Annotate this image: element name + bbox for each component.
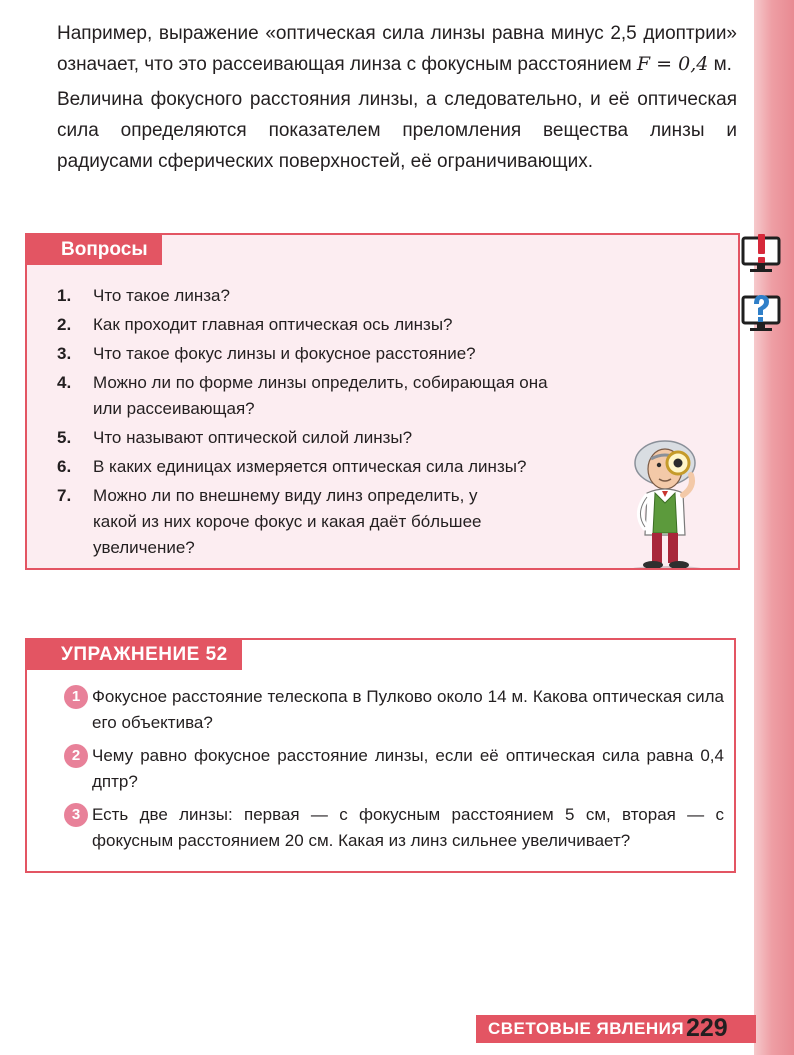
paragraph-text: Например, выражение «оптическая сила линзы равна минус 2,5 диоптрии» означает, что это рассеивающая линза с фокусным расстоянием <box>57 23 737 75</box>
question-item <box>57 483 577 561</box>
question-item <box>57 425 577 451</box>
question-number: 5. <box>57 428 72 447</box>
exercise-section <box>25 638 736 873</box>
question-monitor-icon <box>740 293 782 335</box>
page-number: 229 <box>686 1014 728 1042</box>
question-number: 6. <box>57 457 72 476</box>
question-number: 2. <box>57 315 72 334</box>
question-number: 4. <box>57 373 72 392</box>
question-text: Что такое линза? <box>93 286 230 305</box>
footer-section-title: СВЕТОВЫЕ ЯВЛЕНИЯ <box>488 1019 685 1038</box>
exercise-number-badge: 3 <box>64 803 88 827</box>
exercise-text: Фокусное расстояние телескопа в Пулково около 14 м. Какова оптическая сила его объектива? <box>92 687 724 732</box>
page-edge-strip <box>754 0 794 1055</box>
questions-title: Вопросы <box>27 235 162 265</box>
questions-section <box>25 233 740 570</box>
question-text: Можно ли по форме линзы определить, собирающая она или рассеивающая? <box>93 373 548 418</box>
exercise-item <box>64 684 724 736</box>
question-number: 1. <box>57 286 72 305</box>
intro-paragraph-2: Величина фокусного расстояния линзы, а следовательно, и её оптическая сила определяются показателем преломления вещества линзы и радиусами сферических поверхностей, её ограничивающих. <box>57 89 737 172</box>
question-text: Что такое фокус линзы и фокусное расстояние? <box>93 344 476 363</box>
question-item <box>57 312 577 338</box>
exercise-item <box>64 743 724 795</box>
exercise-title: УПРАЖНЕНИЕ 52 <box>27 640 242 670</box>
question-list <box>57 283 577 564</box>
exercise-number-badge: 2 <box>64 744 88 768</box>
exercise-list <box>64 684 724 861</box>
intro-paragraph-1 <box>57 18 737 80</box>
question-item <box>57 341 577 367</box>
question-text: В каких единицах измеряется оптическая сила линзы? <box>93 457 527 476</box>
question-text: Можно ли по внешнему виду линз определить, у какой из них короче фокус и какая даёт бо́льшее увеличение? <box>93 486 482 557</box>
question-text: Как проходит главная оптическая ось линзы? <box>93 315 453 334</box>
focal-length-formula: F = 0,4 <box>636 53 709 75</box>
intro-text <box>57 18 737 177</box>
question-number: 7. <box>57 486 72 505</box>
question-item <box>57 370 577 422</box>
question-text: Что называют оптической силой линзы? <box>93 428 413 447</box>
exclamation-monitor-icon <box>740 234 782 276</box>
question-number: 3. <box>57 344 72 363</box>
professor-with-magnifier-illustration <box>625 437 725 570</box>
exercise-number-badge: 1 <box>64 685 88 709</box>
exercise-text: Есть две линзы: первая — с фокусным расстоянием 5 см, вторая — с фокусным расстоянием 20 см. Какая из линз сильнее увеличивает? <box>92 805 724 850</box>
question-item <box>57 283 577 309</box>
exercise-text: Чему равно фокусное расстояние линзы, если её оптическая сила равна 0,4 дптр? <box>92 746 724 791</box>
exercise-item <box>64 802 724 854</box>
paragraph-text-end: м. <box>708 54 732 75</box>
question-item <box>57 454 577 480</box>
